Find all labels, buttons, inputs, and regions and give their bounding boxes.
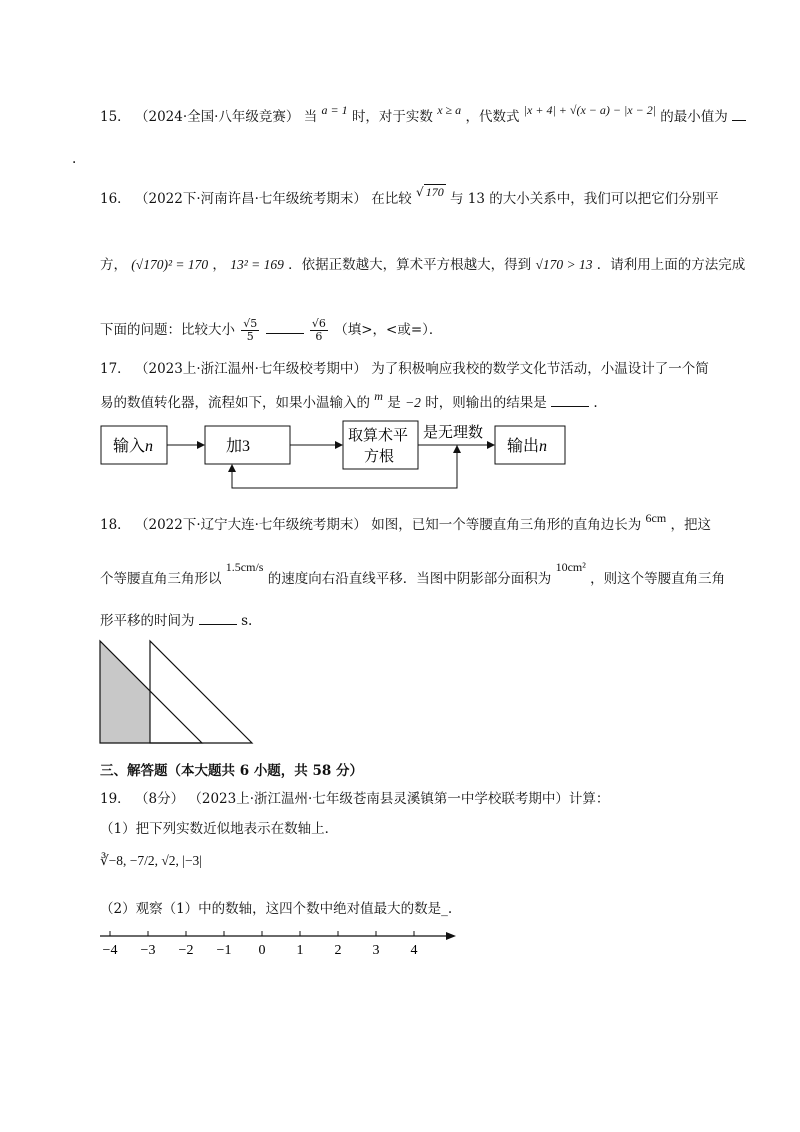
section-score: 58 bbox=[312, 763, 332, 779]
frac-den: 5 bbox=[246, 330, 254, 343]
q15-number: 15． bbox=[100, 109, 131, 125]
q16-line2: 方， (√170)² = 170 ， 13² = 169 ．依据正数越大，算术平方根越大，得到 √170 > 13 ．请利用上面的方法完成 bbox=[100, 257, 746, 273]
svg-text:输入n bbox=[113, 437, 153, 455]
flow-output-label: 输出 bbox=[507, 438, 540, 455]
q15-text: ，代数式 bbox=[465, 109, 520, 125]
q19-part1: （1）把下列实数近似地表示在数轴上． bbox=[100, 821, 339, 837]
section-count: 6 bbox=[239, 763, 250, 779]
q16-source: （2022下·河南许昌·七年级统考期末） bbox=[134, 191, 367, 207]
q15-condition-b: x ≥ a bbox=[437, 103, 462, 117]
frac-num: √5 bbox=[243, 317, 258, 330]
q16-line1 bbox=[100, 185, 719, 208]
section-text: 分） bbox=[336, 763, 364, 779]
flow-sqrt-label-2: 方根 bbox=[364, 449, 395, 465]
q16-eq1: (√170)² = 170 bbox=[131, 257, 209, 272]
flow-arrow-label: 是无理数 bbox=[423, 425, 484, 441]
q17-source: （2023上·浙江温州·七年级校考期中） bbox=[134, 361, 367, 377]
q17-number: 17． bbox=[100, 361, 131, 377]
q18-text: 形平移的时间为 bbox=[100, 613, 195, 629]
frac-den: 6 bbox=[315, 330, 323, 343]
q16-text: ．请利用上面的方法完成 bbox=[596, 257, 746, 273]
svg-text:输出n bbox=[507, 437, 547, 455]
arrow-head bbox=[228, 464, 236, 472]
flowchart bbox=[0, 418, 800, 498]
q15-text: 的最小值为 bbox=[660, 109, 728, 125]
q18-side: 6cm bbox=[645, 511, 667, 525]
q17-var-m: m bbox=[374, 389, 383, 403]
q15-text: 当 bbox=[303, 109, 318, 125]
q17-text: 是 bbox=[387, 395, 401, 411]
fraction-sqrt6-over-6 bbox=[310, 318, 328, 343]
section3-title bbox=[100, 762, 363, 780]
section-text: 小题，共 bbox=[253, 763, 308, 779]
axis-tick-label: 1 bbox=[296, 943, 304, 958]
q18-text: 个等腰直角三角形以 bbox=[100, 571, 222, 587]
axis-tick-label: 0 bbox=[258, 943, 266, 958]
q17-text: 为了积极响应我校的数学文化节活动，小温设计了一个简 bbox=[371, 361, 709, 377]
q16-text: 方， bbox=[100, 257, 127, 273]
answer-blank[interactable] bbox=[732, 108, 746, 121]
q16-text: 与 13 的大小关系中，我们可以把它们分别平 bbox=[449, 191, 719, 207]
q16-number: 16． bbox=[100, 191, 131, 207]
q17-text: 时，则输出的结果是 bbox=[425, 395, 547, 411]
arrow-head bbox=[453, 445, 461, 453]
number-line bbox=[0, 924, 800, 964]
q18-line2 bbox=[100, 560, 726, 588]
answer-blank[interactable] bbox=[266, 321, 304, 334]
q18-text: ，则这个等腰直角三角 bbox=[590, 571, 726, 587]
q18-speed: 1.5cm/s bbox=[225, 560, 264, 574]
axis-tick-label: −3 bbox=[140, 943, 156, 958]
fraction-sqrt5-over-5 bbox=[241, 318, 259, 343]
triangle-figure bbox=[95, 636, 265, 746]
q16-text: 下面的问题：比较大小 bbox=[100, 322, 235, 338]
q19-score: （8分） bbox=[134, 791, 185, 807]
q16-line3 bbox=[100, 318, 442, 343]
flow-output-var: n bbox=[539, 438, 548, 455]
flow-sqrt-label-1: 取算术平 bbox=[348, 428, 409, 444]
q15-text: 时，对于实数 bbox=[351, 109, 433, 125]
q16-text: （填>，<或=）． bbox=[334, 322, 443, 338]
q16-text: ．依据正数越大，算术平方根越大，得到 bbox=[288, 257, 532, 273]
axis-tick-label: −4 bbox=[102, 943, 118, 958]
q16-eq2: 13² = 169 bbox=[230, 257, 284, 272]
axis-tick-label: 3 bbox=[372, 943, 380, 958]
q18-line3 bbox=[100, 612, 252, 630]
q15-line bbox=[100, 103, 746, 126]
q18-unit: s. bbox=[241, 613, 253, 629]
q18-text: 如图，已知一个等腰直角三角形的直角边长为 bbox=[371, 517, 642, 533]
q16-text: 在比较 bbox=[371, 191, 412, 207]
answer-blank[interactable] bbox=[551, 394, 589, 407]
q17-line2: 易的数值转化器，流程如下，如果小温输入的 m 是 −2 时，则输出的结果是 . bbox=[100, 389, 598, 411]
q16-ineq: √170 > 13 bbox=[535, 257, 593, 272]
q16-sqrt-170: √ 170 bbox=[416, 185, 444, 199]
section-text: 三、解答题（本大题共 bbox=[100, 763, 235, 779]
q19-source: （2023上·浙江温州·七年级苍南县灵溪镇第一中学校联考期中）计算： bbox=[188, 791, 610, 807]
q19-line1 bbox=[100, 790, 609, 808]
translated-triangle bbox=[150, 641, 252, 743]
q18-source: （2022下·辽宁大连·七年级统考期末） bbox=[134, 517, 367, 533]
axis-tick-label: −1 bbox=[216, 943, 232, 958]
q19-part2: （2）观察（1）中的数轴，这四个数中绝对值最大的数是_. bbox=[100, 901, 453, 917]
q15-expression: |x + 4| + √(x − a) − |x − 2| bbox=[523, 103, 656, 117]
axis-tick-label: 4 bbox=[410, 943, 418, 958]
radicand: 170 bbox=[425, 185, 444, 199]
q17-value: −2 bbox=[405, 395, 421, 410]
q15-source: （2024·全国·八年级竞赛） bbox=[134, 109, 300, 125]
flow-input-var: n bbox=[145, 438, 154, 455]
q18-line1 bbox=[100, 511, 711, 534]
flow-input-label: 输入 bbox=[113, 438, 146, 455]
flow-add3-label: 加3 bbox=[226, 438, 251, 455]
q15-condition-a: a = 1 bbox=[321, 103, 348, 117]
arrow-head bbox=[197, 441, 205, 449]
arrow-head bbox=[487, 441, 495, 449]
q18-number: 18． bbox=[100, 517, 131, 533]
arrow-head bbox=[335, 441, 343, 449]
q19-numbers: ∛−8, −7/2, √2, |−3| bbox=[100, 853, 203, 868]
axis-tick-label: −2 bbox=[178, 943, 194, 958]
answer-blank[interactable] bbox=[199, 612, 237, 625]
frac-num: √6 bbox=[311, 317, 326, 330]
q17-line1 bbox=[100, 360, 709, 378]
q17-text: 易的数值转化器，流程如下，如果小温输入的 bbox=[100, 395, 370, 411]
axis-arrow-head bbox=[446, 932, 456, 940]
q18-text: 的速度向右沿直线平移．当图中阴影部分面积为 bbox=[267, 571, 552, 587]
q19-number: 19． bbox=[100, 791, 131, 807]
axis-tick-label: 2 bbox=[334, 943, 342, 958]
q18-area: 10cm² bbox=[555, 560, 586, 574]
q18-text: ，把这 bbox=[670, 517, 711, 533]
q15-end: . bbox=[72, 151, 77, 167]
shaded-region bbox=[100, 641, 150, 743]
